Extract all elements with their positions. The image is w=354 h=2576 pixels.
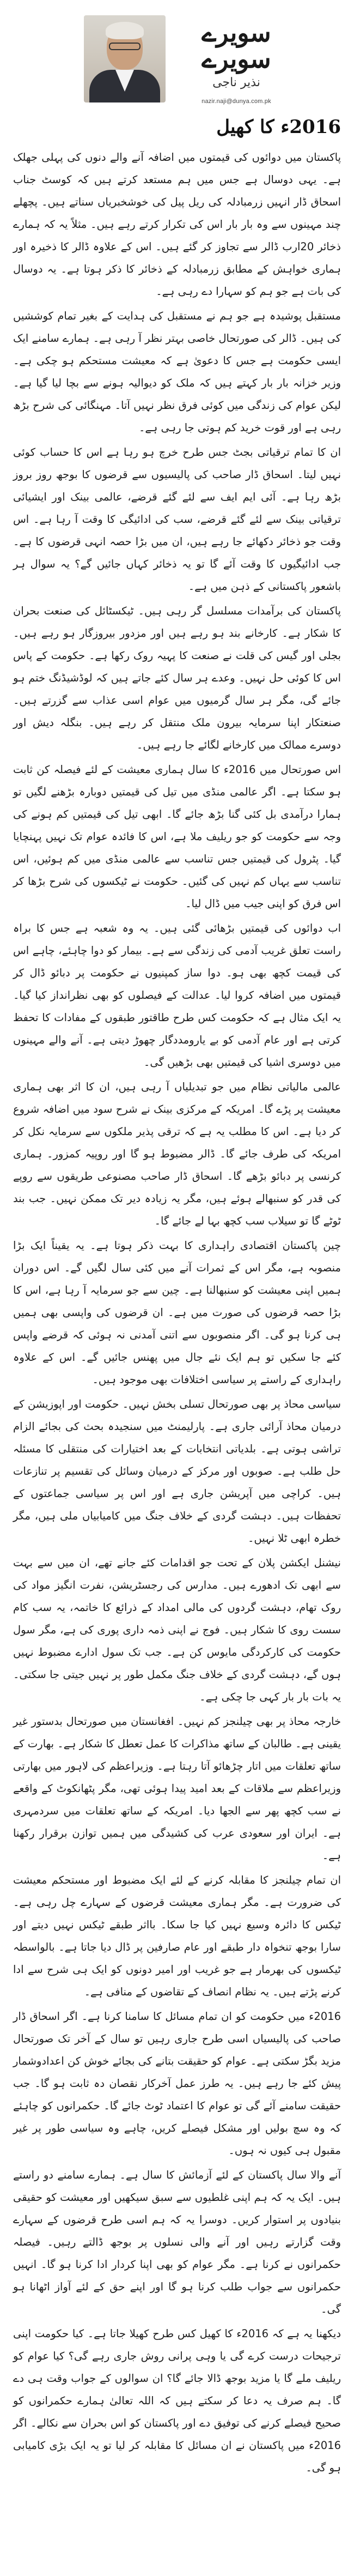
author-photo <box>84 15 166 102</box>
column-logo: سویرے سویرے <box>202 18 271 74</box>
author-name: نذیر ناجی <box>212 75 260 89</box>
article-body <box>13 146 341 2479</box>
article-title: 2016ء کا کھیل <box>216 116 341 138</box>
paragraph: خارجہ محاذ پر بھی چیلنجز کم نہیں۔ افغانستان میں صورتحال بدستور غیر یقینی ہے۔ طالبان کے ساتھ مذاکرات کا عمل تعطل کا شکار ہے۔ بھارت کے ساتھ تعلقات میں اتار چڑھائو آتا رہتا ہے۔ وزیراعظم کی لاہور میں بھارتی وزیراعظم سے ملاقات کے بعد امید پیدا ہوئی تھی، مگر پٹھانکوٹ کے واقعے نے سب کچھ پھر سے الجھا دیا۔ امریکہ کے ساتھ تعلقات میں سردمہری ہے۔ ایران اور سعودی عرب کی کشیدگی میں ہمیں توازن برقرار رکھنا ہے۔ <box>13 1715 341 1862</box>
paragraph: سیاسی محاذ پر بھی صورتحال تسلی بخش نہیں۔ حکومت اور اپوزیشن کے درمیان محاذ آرائی جاری ہے۔ پارلیمنٹ میں سنجیدہ بحث کی بجائے الزام تراشی ہوتی ہے۔ بلدیاتی انتخابات کے بعد اختیارات کی منتقلی کا مسئلہ حل طلب ہے۔ صوبوں اور مرکز کے درمیان وسائل کی تقسیم پر تنازعات ہیں۔ کراچی میں آپریشن جاری ہے اور اس پر سیاسی جماعتوں کے تحفظات ہیں۔ دہشت گردی کے خلاف جنگ میں کامیابیاں ملی ہیں، مگر خطرہ ابھی ٹلا نہیں۔ <box>13 1398 341 1545</box>
paragraph: مستقبل پوشیدہ ہے جو ہم نے مستقبل کی ہدایت کے بغیر تمام کوششیں کی ہیں۔ ڈالر کی صورتحال خاصی بہتر نظر آ رہی ہے۔ ہمارے سامنے ایک ایسی حکومت ہے جس کا دعویٰ ہے کہ معیشت مستحکم ہو چکی ہے۔ وزیر خزانہ بار بار کہتے ہیں کہ ملک کو دیوالیہ ہونے سے بچا لیا گیا ہے۔ لیکن عوام کی زندگی میں کوئی فرق نظر نہیں آتا۔ مہنگائی کی شرح بڑھ رہی ہے اور قوت خرید کم ہوتی جا رہی ہے۔ <box>13 310 341 434</box>
paragraph: پاکستان کی برآمدات مسلسل گر رہی ہیں۔ ٹیکسٹائل کی صنعت بحران کا شکار ہے۔ کارخانے بند ہو رہے ہیں اور مزدور بیروزگار ہو رہے ہیں۔ بجلی اور گیس کی قلت نے صنعت کا پہیہ روک رکھا ہے۔ حکومت کے پاس اس کا کوئی حل نہیں۔ وعدے ہر سال کئے جاتے ہیں کہ لوڈشیڈنگ ختم ہو جائے گی، مگر ہر سال گرمیوں میں عوام اسی عذاب سے گزرتے ہیں۔ صنعتکار اپنا سرمایہ بیرون ملک منتقل کر رہے ہیں۔ بنگلہ دیش اور دوسرے ممالک میں کارخانے لگائے جا رہے ہیں۔ <box>13 605 341 751</box>
paragraph: 2016ء میں حکومت کو ان تمام مسائل کا سامنا کرنا ہے۔ اگر اسحاق ڈار صاحب کی پالیسیاں اسی طرح جاری رہیں تو سال کے آخر تک صورتحال مزید بگڑ سکتی ہے۔ عوام کو حقیقت بتانے کی بجائے خوش کن اعدادوشمار پیش کئے جا رہے ہیں۔ یہ طرز عمل آخرکار نقصان دہ ثابت ہو گا۔ جب حقیقت سامنے آئے گی تو عوام کا اعتماد ٹوٹ جائے گا۔ حکمرانوں کو چاہئے کہ وہ سچ بولیں اور مشکل فیصلے کریں، چاہے وہ سیاسی طور پر غیر مقبول ہی کیوں نہ ہوں۔ <box>13 2010 341 2157</box>
paragraph: پاکستان میں دوائوں کی قیمتوں میں اضافہ آنے والے دنوں کی پہلی جھلک ہے۔ یہی دوسال ہے جس میں ہم مستعد کرتے ہیں کہ کوسٹ جناب اسحاق ڈار انہیں زرمبادلہ کی ریل پیل کی خوشخبریاں سناتے ہیں۔ پچھلے چند مہینوں سے وہ بار بار اس کی تکرار کرتے رہے ہیں۔ مثلاً یہ کہ ہمارے ذخائر 20ارب ڈالر سے تجاوز کر گئے ہیں۔ اس کے علاوہ ڈالر کا ذخیرہ اور ہماری خواہش کے مطابق زرمبادلہ کے ذخائر کا ذکر ہوتا ہے۔ یہ دوسال کی بات ہے جو ہم کو سہارا دے رہی ہے۔ <box>13 151 341 298</box>
column-brand <box>176 20 296 105</box>
paragraph: دیکھنا یہ ہے کہ 2016ء کا کھیل کس طرح کھیلا جاتا ہے۔ کیا حکومت اپنی ترجیحات درست کرے گی یا وہی پرانی روش جاری رہے گی؟ کیا عوام کو ریلیف ملے گا یا مزید بوجھ ڈالا جائے گا؟ ان سوالوں کے جواب وقت ہی دے گا۔ ہم صرف یہ دعا کر سکتے ہیں کہ اللہ تعالیٰ ہمارے حکمرانوں کو صحیح فیصلے کرنے کی توفیق دے اور پاکستان کو اس بحران سے نکالے۔ اگر 2016ء میں پاکستان نے ان مسائل کا مقابلہ کر لیا تو یہ ایک بڑی کامیابی ہو گی۔ <box>13 2327 341 2474</box>
paragraph: ان کا تمام ترقیاتی بجٹ جس طرح خرچ ہو رہا ہے اس کا حساب کوئی نہیں لیتا۔ اسحاق ڈار صاحب کی پالیسیوں سے قرضوں کا بوجھ روز بروز بڑھ رہا ہے۔ آئی ایم ایف سے لئے گئے قرضے، عالمی بینک اور ایشیائی ترقیاتی بینک سے لئے گئے قرضے، سب کی ادائیگی کا وقت آ رہا ہے۔ اس وقت جو ذخائر دکھائے جا رہے ہیں، ان میں بڑا حصہ انہی قرضوں کا ہے۔ جب ادائیگیوں کا وقت آئے گا تو یہ ذخائر کہاں جائیں گے؟ یہ سوال ہر باشعور پاکستانی کے ذہن میں ہے۔ <box>13 446 341 593</box>
paragraph: عالمی مالیاتی نظام میں جو تبدیلیاں آ رہی ہیں، ان کا اثر بھی ہماری معیشت پر پڑے گا۔ امریکہ کے مرکزی بینک نے شرح سود میں اضافہ شروع کر دیا ہے۔ اس کا مطلب یہ ہے کہ ترقی پذیر ملکوں سے سرمایہ نکل کر امریکہ کی طرف جائے گا۔ ڈالر مضبوط ہو گا اور روپیہ کمزور۔ ہماری کرنسی پر دبائو بڑھے گا۔ اسحاق ڈار صاحب مصنوعی طریقوں سے روپے کی قدر کو سنبھالے ہوئے ہیں، مگر یہ زیادہ دیر تک ممکن نہیں۔ جب بند ٹوٹے گا تو سیلاب سب کچھ بہا لے جائے گا۔ <box>13 1081 341 1227</box>
author-email: nazir.naji@dunya.com.pk <box>202 98 271 105</box>
paragraph: اب دوائوں کی قیمتیں بڑھائی گئی ہیں۔ یہ وہ شعبہ ہے جس کا براہ راست تعلق غریب آدمی کی زندگی سے ہے۔ بیمار کو دوا چاہئے، چاہے اس کی قیمت کچھ بھی ہو۔ دوا ساز کمپنیوں نے حکومت پر دبائو ڈال کر قیمتوں میں اضافہ کروا لیا۔ عدالت کے فیصلوں کو بھی نظرانداز کیا گیا۔ یہ ایک مثال ہے کہ حکومت کس طرح طاقتور طبقوں کے مفادات کا تحفظ کرتی ہے اور عام آدمی کو بے یارومددگار چھوڑ دیتی ہے۔ آنے والے مہینوں میں دوسری اشیا کی قیمتیں بھی بڑھیں گی۔ <box>13 922 341 1069</box>
paragraph: چین پاکستان اقتصادی راہداری کا بہت ذکر ہوتا ہے۔ یہ یقیناً ایک بڑا منصوبہ ہے، مگر اس کے ثمرات آنے میں کئی سال لگیں گے۔ اس دوران ہمیں اپنی معیشت کو سنبھالنا ہے۔ چین سے جو سرمایہ آ رہا ہے، اس کا بڑا حصہ قرضوں کی صورت میں ہے۔ ان قرضوں کی واپسی بھی ہمیں ہی کرنا ہو گی۔ اگر منصوبوں سے اتنی آمدنی نہ ہوئی کہ قرضے واپس کئے جا سکیں تو ہم ایک نئے جال میں پھنس جائیں گے۔ اس کے علاوہ راہداری کے راستے پر سیاسی اختلافات بھی موجود ہیں۔ <box>13 1239 341 1386</box>
column-header <box>13 10 341 146</box>
paragraph: نیشنل ایکشن پلان کے تحت جو اقدامات کئے جانے تھے، ان میں سے بہت سے ابھی تک ادھورے ہیں۔ مدارس کی رجسٹریشن، نفرت انگیز مواد کی روک تھام، دہشت گردوں کی مالی امداد کے ذرائع کا خاتمہ، یہ سب کام سست روی کا شکار ہیں۔ فوج نے اپنی ذمہ داری پوری کی ہے، مگر سول حکومت کی کارکردگی مایوس کن ہے۔ جب تک سول ادارے مضبوط نہیں ہوں گے، دہشت گردی کے خلاف جنگ مکمل طور پر نہیں جیتی جا سکتی۔ یہ بات بار بار کہی جا چکی ہے۔ <box>13 1557 341 1703</box>
paragraph: آنے والا سال پاکستان کے لئے آزمائش کا سال ہے۔ ہمارے سامنے دو راستے ہیں۔ ایک یہ کہ ہم اپنی غلطیوں سے سبق سیکھیں اور معیشت کو حقیقی بنیادوں پر استوار کریں۔ دوسرا یہ کہ ہم اسی طرح قرضوں کے سہارے وقت گزارتے رہیں اور آنے والی نسلوں پر بوجھ ڈالتے رہیں۔ فیصلہ حکمرانوں نے کرنا ہے۔ مگر عوام کو بھی اپنا کردار ادا کرنا ہو گا۔ انہیں حکمرانوں سے جواب طلب کرنا ہو گا اور اپنے حق کے لئے آواز اٹھانا ہو گی۔ <box>13 2169 341 2315</box>
paragraph: اس صورتحال میں 2016ء کا سال ہماری معیشت کے لئے فیصلہ کن ثابت ہو سکتا ہے۔ اگر عالمی منڈی میں تیل کی قیمتیں دوبارہ بڑھنے لگیں تو ہمارا درآمدی بل کئی گنا بڑھ جائے گا۔ ابھی تیل کی قیمتیں کم ہونے کی وجہ سے حکومت کو جو ریلیف ملا ہے، اس کا فائدہ عوام تک نہیں پہنچایا گیا۔ پٹرول کی قیمتیں جس تناسب سے عالمی منڈی میں کم ہوئیں، اس تناسب سے یہاں کم نہیں کی گئیں۔ حکومت نے ٹیکسوں کی شرح بڑھا کر اس فرق کو اپنی جیب میں ڈال لیا۔ <box>13 763 341 910</box>
paragraph: ان تمام چیلنجز کا مقابلہ کرنے کے لئے ایک مضبوط اور مستحکم معیشت کی ضرورت ہے۔ مگر ہماری معیشت قرضوں کے سہارے چل رہی ہے۔ ٹیکس کا دائرہ وسیع نہیں کیا جا سکا۔ بااثر طبقے ٹیکس نہیں دیتے اور سارا بوجھ تنخواہ دار طبقے اور عام صارفین پر ڈال دیا جاتا ہے۔ بالواسطہ ٹیکسوں کی بھرمار ہے جو غریب اور امیر دونوں کو ایک ہی شرح سے ادا کرنے پڑتے ہیں۔ یہ نظام انصاف کے تقاضوں کے منافی ہے۔ <box>13 1874 341 1998</box>
